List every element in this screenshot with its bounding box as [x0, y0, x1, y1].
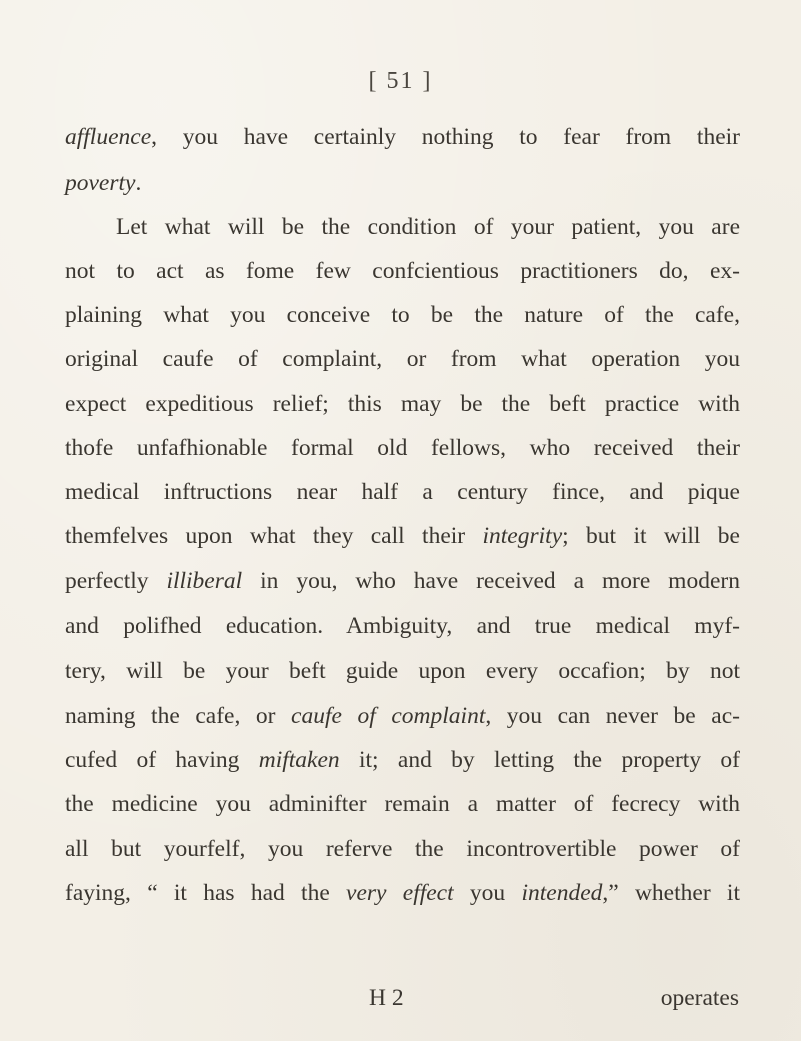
- catchword: operates: [660, 985, 739, 1011]
- text-line-11: perfectly illiberal in you, who have received a more modern: [65, 568, 740, 594]
- text-line-2: poverty.: [65, 170, 142, 196]
- text-line-10: themfelves upon what they call their integrity; but it will be: [65, 523, 740, 549]
- text-line-8: thofe unfafhionable formal old fellows, who received their: [65, 435, 740, 461]
- text-line-7: expect expeditious relief; this may be the beft practice with: [65, 391, 740, 417]
- page-number: [ 51 ]: [368, 68, 433, 94]
- text-line-3: Let what will be the condition of your patient, you are: [116, 214, 740, 240]
- text-line-15: cufed of having miftaken it; and by letting the property of: [65, 747, 740, 773]
- signature-mark: H 2: [369, 985, 404, 1011]
- text-line-17: all but yourfelf, you referve the incontrovertible power of: [65, 836, 740, 862]
- text-line-12: and polifhed education. Ambiguity, and true medical myf-: [65, 613, 740, 639]
- text-line-18: faying, “ it has had the very effect you intended,” whether it: [65, 880, 740, 906]
- text-line-5: plaining what you conceive to be the nature of the cafe,: [65, 302, 740, 328]
- text-line-9: medical inftructions near half a century fince, and pique: [65, 479, 740, 505]
- text-line-13: tery, will be your beft guide upon every occafion; by not: [65, 658, 740, 684]
- text-line-6: original caufe of complaint, or from what operation you: [65, 346, 740, 372]
- text-line-14: naming the cafe, or caufe of complaint, you can never be ac-: [65, 703, 740, 729]
- text-line-1: affluence, you have certainly nothing to fear from their: [65, 124, 740, 150]
- text-line-4: not to act as fome few confcientious practitioners do, ex-: [65, 258, 740, 284]
- text-line-16: the medicine you adminifter remain a matter of fecrecy with: [65, 791, 740, 817]
